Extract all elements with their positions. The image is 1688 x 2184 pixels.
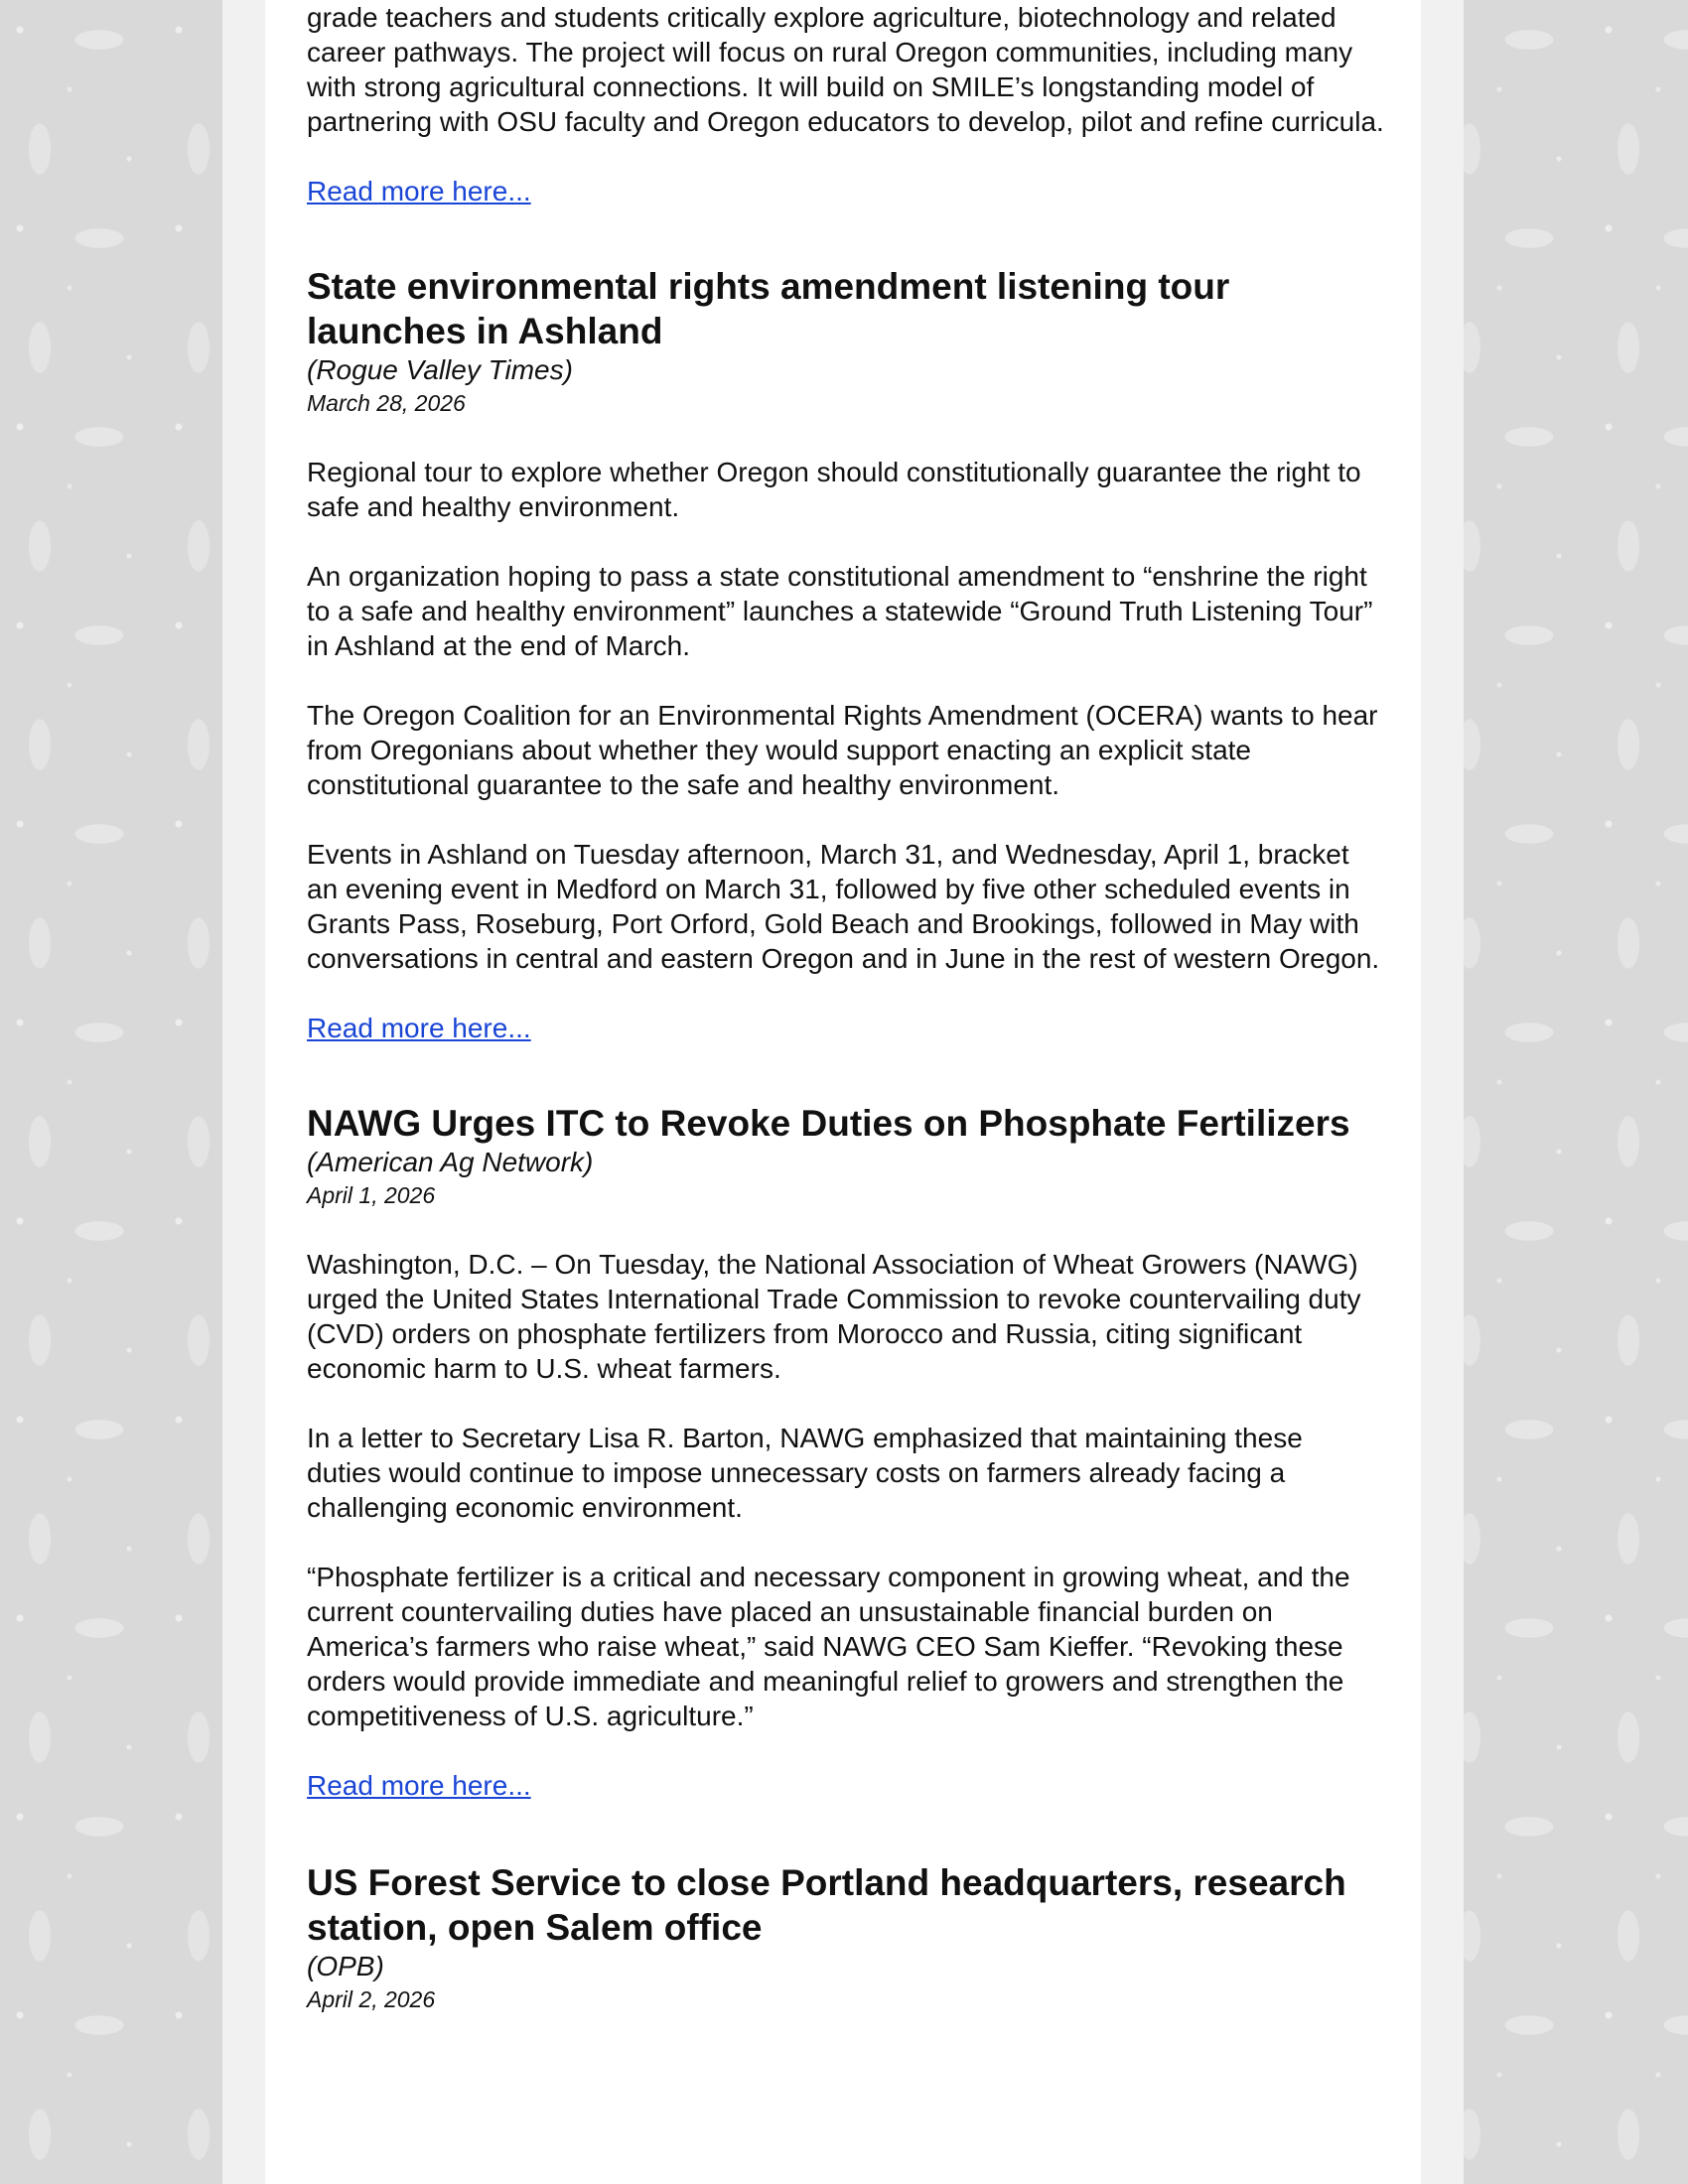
article-paragraph: The Oregon Coalition for an Environmental Rights Amendment (OCERA) wants to hear from Oregonians about whether they would support enacting an explicit state constitutional guarantee to the safe and healthy environment. [307, 700, 1378, 800]
article-headline: US Forest Service to close Portland headquarters, research station, open Salem office [307, 1862, 1346, 1948]
article-date: April 2, 2026 [307, 1986, 436, 2012]
article-headline: State environmental rights amendment listening tour launches in Ashland [307, 266, 1230, 351]
article-paragraph: Regional tour to explore whether Oregon should constitutionally guarantee the right to safe and healthy environment. [307, 457, 1361, 522]
intro-article [307, 0, 1384, 208]
newsletter-card [265, 0, 1421, 2184]
article-phosphate-fertilizers [307, 1101, 1384, 1803]
article-paragraph: Events in Ashland on Tuesday afternoon, March 31, and Wednesday, April 1, bracket an evening event in Medford on March 31, followed by five other scheduled events in Grants Pass, Roseburg, Port Orford, Gold Beach and Brookings, followed in May with conversations in central and eastern Oregon and in June in the rest of western Oregon. [307, 839, 1380, 974]
article-forest-service [307, 1860, 1384, 2015]
article-source: (OPB) [307, 1951, 384, 1981]
article-paragraph: An organization hoping to pass a state constitutional amendment to “enshrine the right to a safe and healthy environment” launches a statewide “Ground Truth Listening Tour” in Ashland at the end of March. [307, 561, 1373, 661]
article-paragraph: Washington, D.C. – On Tuesday, the National Association of Wheat Growers (NAWG) urged the United States International Trade Commission to revoke countervailing duty (CVD) orders on phosphate fertilizers from Morocco and Russia, citing significant economic harm to U.S. wheat farmers. [307, 1249, 1361, 1384]
newsletter-content [307, 0, 1384, 2051]
article-headline: NAWG Urges ITC to Revoke Duties on Phosphate Fertilizers [307, 1103, 1350, 1144]
article-source: (Rogue Valley Times) [307, 354, 573, 385]
read-more-link[interactable]: Read more here... [307, 176, 531, 206]
article-paragraph: grade teachers and students critically explore agriculture, biotechnology and related career pathways. The project will focus on rural Oregon communities, including many with strong agricultural connections. It will build on SMILE’s longstanding model of partnering with OSU faculty and Oregon educators to develop, pilot and refine curricula. [307, 2, 1384, 137]
article-source: (American Ag Network) [307, 1147, 594, 1177]
article-date: March 28, 2026 [307, 390, 466, 416]
article-date: April 1, 2026 [307, 1182, 436, 1208]
read-more-link[interactable]: Read more here... [307, 1770, 531, 1801]
article-paragraph: “Phosphate fertilizer is a critical and necessary component in growing wheat, and the current countervailing duties have placed an unsustainable financial burden on America’s farmers who raise wheat,” said NAWG CEO Sam Kieffer. “Revoking these orders would provide immediate and meaningful relief to growers and strengthen the competitiveness of U.S. agriculture.” [307, 1562, 1350, 1731]
read-more-link[interactable]: Read more here... [307, 1013, 531, 1043]
article-environmental-rights [307, 264, 1384, 1045]
article-paragraph: In a letter to Secretary Lisa R. Barton, NAWG emphasized that maintaining these duties would continue to impose unnecessary costs on farmers already facing a challenging economic environment. [307, 1423, 1303, 1523]
email-outer-column [222, 0, 1464, 2184]
